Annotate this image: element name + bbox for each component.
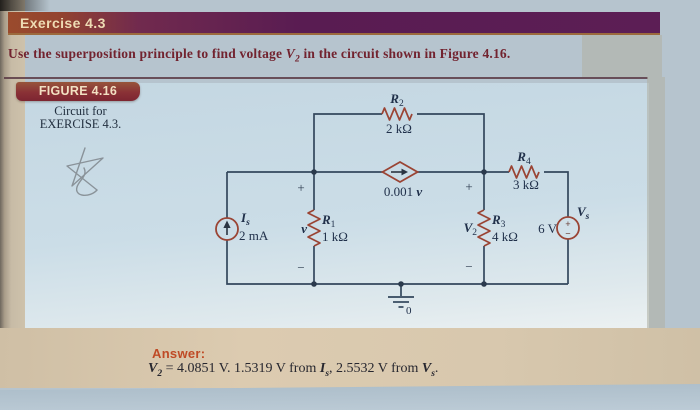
- answer-vs: $V_s$: [421, 361, 435, 379]
- pencil-scribble: [67, 148, 103, 195]
- label-dependent-source: 0.001 v: [383, 184, 423, 199]
- answer-v2: $V_2$: [148, 361, 163, 379]
- v2-plus-sign: +: [465, 179, 473, 194]
- label-r3-value: 4 kΩ: [492, 229, 518, 244]
- resistor-r2: [382, 108, 412, 120]
- statement-variable: $V_2$: [285, 46, 300, 65]
- label-is: $I_s$: [241, 210, 250, 228]
- dependent-current-source: [383, 162, 418, 182]
- figure-tab-label: FIGURE 4.16: [38, 84, 118, 98]
- arrow-right-icon: [402, 169, 409, 176]
- wire: [417, 114, 484, 172]
- resistor-r3: [478, 210, 490, 246]
- answer-band: [0, 328, 700, 388]
- v1-minus-sign: −: [297, 260, 305, 275]
- v1-plus-sign: +: [297, 180, 305, 195]
- label-r4: $R_4$: [517, 149, 531, 167]
- label-r2: $R_2$: [390, 91, 404, 109]
- statement-before: Use the superposition principle to find voltage: [8, 46, 286, 61]
- junction-dot: [311, 281, 317, 287]
- vs-minus-sign: −: [565, 229, 571, 240]
- wire: [544, 172, 568, 217]
- label-r1-value: 1 kΩ: [322, 229, 348, 244]
- resistor-r1: [308, 210, 320, 246]
- label-vs-value: 6 V: [538, 221, 557, 236]
- wire: [227, 240, 568, 284]
- ground-label: 0: [406, 305, 412, 317]
- answer-is: $I_s$: [319, 361, 330, 379]
- junction-dot: [398, 281, 404, 287]
- figure-caption-line2: EXERCISE 4.3.: [39, 117, 122, 131]
- label-v2: $V_2$: [463, 220, 477, 238]
- current-source-is: [216, 218, 238, 240]
- label-is-value: 2 mA: [239, 228, 269, 243]
- answer-heading: Answer:: [152, 346, 206, 361]
- label-r3: $R_3$: [492, 212, 506, 230]
- junction-dot: [481, 169, 487, 175]
- arrow-up-icon: [223, 221, 230, 229]
- label-r4-value: 3 kΩ: [513, 177, 539, 192]
- figure-caption-line1: Circuit for: [54, 104, 107, 118]
- vs-plus-sign: +: [565, 220, 571, 230]
- junction-dot: [481, 281, 487, 287]
- v2-minus-sign: −: [465, 259, 473, 274]
- exercise-title: Exercise 4.3: [20, 14, 106, 31]
- label-vs: $V_s$: [577, 204, 590, 222]
- label-r2-value: 2 kΩ: [386, 121, 412, 136]
- label-v1: v: [301, 221, 307, 236]
- junction-dot: [311, 169, 317, 175]
- answer-text: $V_2 = 4.0851$ V. 1.5319 V from $I_s$, 2.5532 V from $V_s$.: [148, 361, 439, 379]
- wires: [227, 114, 571, 296]
- statement-after: in the circuit shown in Figure 4.16.: [299, 46, 511, 61]
- wire: [314, 114, 382, 172]
- label-r1: $R_1$: [322, 212, 336, 230]
- voltage-source-vs: [557, 217, 579, 240]
